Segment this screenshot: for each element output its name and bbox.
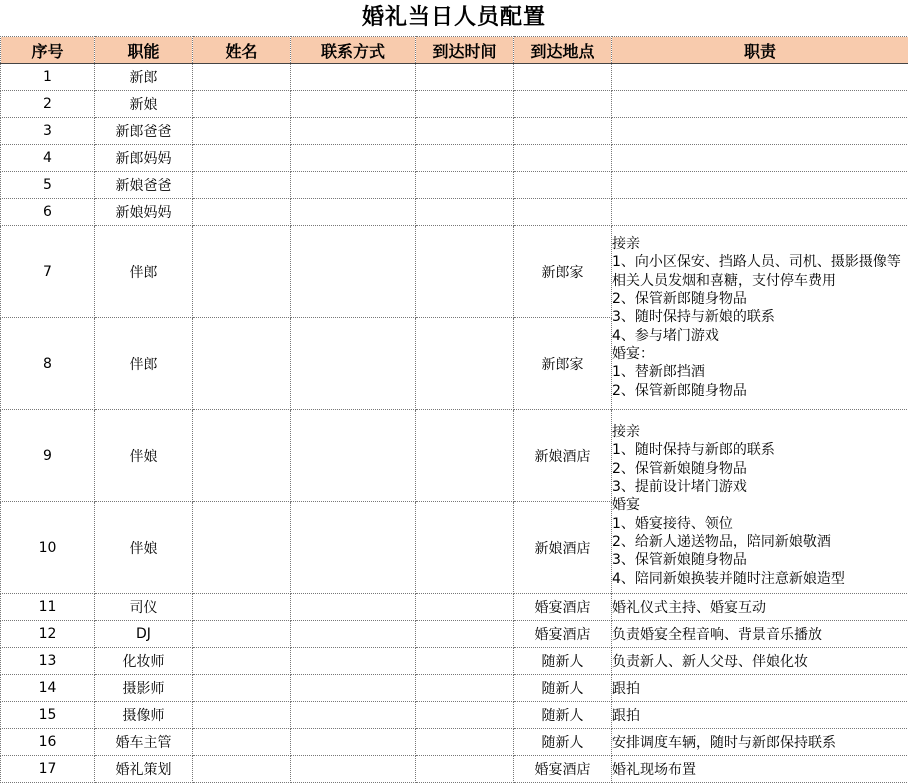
cell-no[interactable]: 3 xyxy=(1,118,95,145)
cell-duty[interactable] xyxy=(612,145,908,172)
cell-contact[interactable] xyxy=(291,594,416,621)
cell-contact[interactable] xyxy=(291,702,416,729)
cell-name[interactable] xyxy=(193,118,291,145)
cell-place[interactable] xyxy=(514,91,612,118)
cell-place[interactable]: 随新人 xyxy=(514,702,612,729)
table-row xyxy=(1,64,908,91)
cell-contact[interactable] xyxy=(291,64,416,91)
table-row xyxy=(1,594,908,621)
cell-contact[interactable] xyxy=(291,410,416,502)
cell-role[interactable]: 伴郎 xyxy=(95,318,193,410)
cell-place[interactable]: 随新人 xyxy=(514,729,612,756)
cell-contact[interactable] xyxy=(291,91,416,118)
col-header-duty[interactable]: 职责 xyxy=(612,37,908,64)
cell-time[interactable] xyxy=(416,702,514,729)
cell-no[interactable]: 14 xyxy=(1,675,95,702)
cell-role[interactable]: 新娘妈妈 xyxy=(95,199,193,226)
duty-line: 接亲 xyxy=(612,423,908,441)
cell-role[interactable]: 新郎爸爸 xyxy=(95,118,193,145)
table-row xyxy=(1,729,908,756)
duty-line: 2、保管新郎随身物品 xyxy=(612,290,908,308)
cell-name[interactable] xyxy=(193,756,291,783)
table-row xyxy=(1,226,908,318)
duty-line: 1、婚宴接待、领位 xyxy=(612,515,908,533)
cell-place[interactable] xyxy=(514,172,612,199)
cell-contact[interactable] xyxy=(291,675,416,702)
duty-line: 4、参与堵门游戏 xyxy=(612,327,908,345)
cell-name[interactable] xyxy=(193,675,291,702)
cell-place[interactable] xyxy=(514,64,612,91)
cell-no[interactable]: 11 xyxy=(1,594,95,621)
cell-duty[interactable] xyxy=(612,91,908,118)
cell-no[interactable]: 5 xyxy=(1,172,95,199)
cell-time[interactable] xyxy=(416,756,514,783)
duty-line: 接亲 xyxy=(612,235,908,253)
cell-duty[interactable]: 婚礼仪式主持、婚宴互动 xyxy=(612,594,908,621)
cell-name[interactable] xyxy=(193,502,291,594)
groomsman-duty-cell[interactable] xyxy=(612,226,908,410)
duty-line: 1、向小区保安、挡路人员、司机、摄影摄像等相关人员发烟和喜糖，支付停车费用 xyxy=(612,253,908,290)
cell-place[interactable] xyxy=(514,118,612,145)
cell-duty[interactable]: 跟拍 xyxy=(612,702,908,729)
cell-role[interactable]: 司仪 xyxy=(95,594,193,621)
table-row xyxy=(1,648,908,675)
cell-place[interactable]: 新娘酒店 xyxy=(514,410,612,502)
cell-no[interactable]: 13 xyxy=(1,648,95,675)
col-header-time[interactable]: 到达时间 xyxy=(416,37,514,64)
cell-role[interactable]: 新郎妈妈 xyxy=(95,145,193,172)
table-row xyxy=(1,118,908,145)
cell-time[interactable] xyxy=(416,621,514,648)
cell-name[interactable] xyxy=(193,702,291,729)
duty-line: 2、给新人递送物品，陪同新娘敬酒 xyxy=(612,533,908,551)
staff-table xyxy=(0,36,908,783)
cell-contact[interactable] xyxy=(291,318,416,410)
cell-no[interactable]: 4 xyxy=(1,145,95,172)
col-header-no[interactable]: 序号 xyxy=(1,37,95,64)
duty-line: 婚宴： xyxy=(612,345,908,363)
cell-contact[interactable] xyxy=(291,756,416,783)
cell-role[interactable]: 伴娘 xyxy=(95,410,193,502)
cell-place[interactable]: 婚宴酒店 xyxy=(514,594,612,621)
cell-place[interactable]: 婚宴酒店 xyxy=(514,756,612,783)
table-row xyxy=(1,199,908,226)
cell-role[interactable]: 新娘爸爸 xyxy=(95,172,193,199)
cell-time[interactable] xyxy=(416,91,514,118)
cell-duty[interactable]: 安排调度车辆，随时与新郎保持联系 xyxy=(612,729,908,756)
cell-no[interactable]: 17 xyxy=(1,756,95,783)
col-header-name[interactable]: 姓名 xyxy=(193,37,291,64)
col-header-place[interactable]: 到达地点 xyxy=(514,37,612,64)
cell-name[interactable] xyxy=(193,729,291,756)
col-header-role[interactable]: 职能 xyxy=(95,37,193,64)
duty-line: 3、随时保持与新娘的联系 xyxy=(612,308,908,326)
cell-role[interactable]: 新娘 xyxy=(95,91,193,118)
cell-place[interactable]: 随新人 xyxy=(514,675,612,702)
cell-no[interactable]: 2 xyxy=(1,91,95,118)
cell-time[interactable] xyxy=(416,318,514,410)
cell-place[interactable]: 随新人 xyxy=(514,648,612,675)
cell-time[interactable] xyxy=(416,410,514,502)
cell-time[interactable] xyxy=(416,172,514,199)
cell-duty[interactable]: 婚礼现场布置 xyxy=(612,756,908,783)
cell-name[interactable] xyxy=(193,64,291,91)
cell-contact[interactable] xyxy=(291,621,416,648)
cell-role[interactable]: 摄影师 xyxy=(95,675,193,702)
cell-duty[interactable]: 负责新人、新人父母、伴娘化妆 xyxy=(612,648,908,675)
cell-place[interactable]: 新郎家 xyxy=(514,226,612,318)
cell-time[interactable] xyxy=(416,648,514,675)
bridesmaid-duty-cell[interactable] xyxy=(612,410,908,594)
cell-name[interactable] xyxy=(193,318,291,410)
cell-contact[interactable] xyxy=(291,648,416,675)
cell-time[interactable] xyxy=(416,729,514,756)
cell-name[interactable] xyxy=(193,621,291,648)
cell-name[interactable] xyxy=(193,91,291,118)
cell-time[interactable] xyxy=(416,675,514,702)
duty-line: 3、保管新娘随身物品 xyxy=(612,551,908,569)
cell-contact[interactable] xyxy=(291,199,416,226)
table-row xyxy=(1,702,908,729)
cell-duty[interactable] xyxy=(612,199,908,226)
cell-no[interactable]: 8 xyxy=(1,318,95,410)
duty-line: 2、保管新郎随身物品 xyxy=(612,382,908,400)
cell-role[interactable]: 摄像师 xyxy=(95,702,193,729)
cell-name[interactable] xyxy=(193,594,291,621)
cell-role[interactable]: 化妆师 xyxy=(95,648,193,675)
cell-time[interactable] xyxy=(416,64,514,91)
table-row xyxy=(1,675,908,702)
duty-line: 1、随时保持与新郎的联系 xyxy=(612,441,908,459)
cell-role[interactable]: 婚礼策划 xyxy=(95,756,193,783)
cell-no[interactable]: 1 xyxy=(1,64,95,91)
cell-no[interactable]: 10 xyxy=(1,502,95,594)
table-row xyxy=(1,91,908,118)
cell-role[interactable]: DJ xyxy=(95,621,193,648)
cell-contact[interactable] xyxy=(291,226,416,318)
cell-time[interactable] xyxy=(416,199,514,226)
table-row xyxy=(1,145,908,172)
cell-no[interactable]: 6 xyxy=(1,199,95,226)
duty-line: 3、提前设计堵门游戏 xyxy=(612,478,908,496)
cell-contact[interactable] xyxy=(291,172,416,199)
cell-name[interactable] xyxy=(193,648,291,675)
cell-time[interactable] xyxy=(416,502,514,594)
table-row xyxy=(1,172,908,199)
cell-place[interactable] xyxy=(514,199,612,226)
duty-line: 婚宴 xyxy=(612,496,908,514)
table-row xyxy=(1,410,908,502)
cell-contact[interactable] xyxy=(291,145,416,172)
cell-role[interactable]: 新郎 xyxy=(95,64,193,91)
cell-no[interactable]: 7 xyxy=(1,226,95,318)
cell-place[interactable]: 新娘酒店 xyxy=(514,502,612,594)
cell-name[interactable] xyxy=(193,226,291,318)
header-row xyxy=(1,37,908,64)
cell-duty[interactable] xyxy=(612,172,908,199)
cell-role[interactable]: 伴郎 xyxy=(95,226,193,318)
cell-place[interactable]: 新郎家 xyxy=(514,318,612,410)
cell-place[interactable] xyxy=(514,145,612,172)
cell-no[interactable]: 16 xyxy=(1,729,95,756)
sheet-title: 婚礼当日人员配置 xyxy=(0,0,908,36)
cell-time[interactable] xyxy=(416,118,514,145)
cell-duty[interactable] xyxy=(612,118,908,145)
table-row xyxy=(1,621,908,648)
cell-duty[interactable] xyxy=(612,64,908,91)
duty-line: 4、陪同新娘换装并随时注意新娘造型 xyxy=(612,570,908,588)
duty-line: 2、保管新娘随身物品 xyxy=(612,460,908,478)
cell-name[interactable] xyxy=(193,145,291,172)
col-header-contact[interactable]: 联系方式 xyxy=(291,37,416,64)
cell-contact[interactable] xyxy=(291,118,416,145)
cell-contact[interactable] xyxy=(291,502,416,594)
table-row xyxy=(1,756,908,783)
cell-role[interactable]: 伴娘 xyxy=(95,502,193,594)
cell-role[interactable]: 婚车主管 xyxy=(95,729,193,756)
cell-no[interactable]: 15 xyxy=(1,702,95,729)
cell-time[interactable] xyxy=(416,226,514,318)
cell-duty[interactable]: 跟拍 xyxy=(612,675,908,702)
cell-name[interactable] xyxy=(193,410,291,502)
cell-no[interactable]: 12 xyxy=(1,621,95,648)
cell-place[interactable]: 婚宴酒店 xyxy=(514,621,612,648)
cell-time[interactable] xyxy=(416,594,514,621)
cell-contact[interactable] xyxy=(291,729,416,756)
cell-name[interactable] xyxy=(193,199,291,226)
duty-line: 1、替新郎挡酒 xyxy=(612,363,908,381)
cell-name[interactable] xyxy=(193,172,291,199)
cell-time[interactable] xyxy=(416,145,514,172)
cell-duty[interactable]: 负责婚宴全程音响、背景音乐播放 xyxy=(612,621,908,648)
cell-no[interactable]: 9 xyxy=(1,410,95,502)
